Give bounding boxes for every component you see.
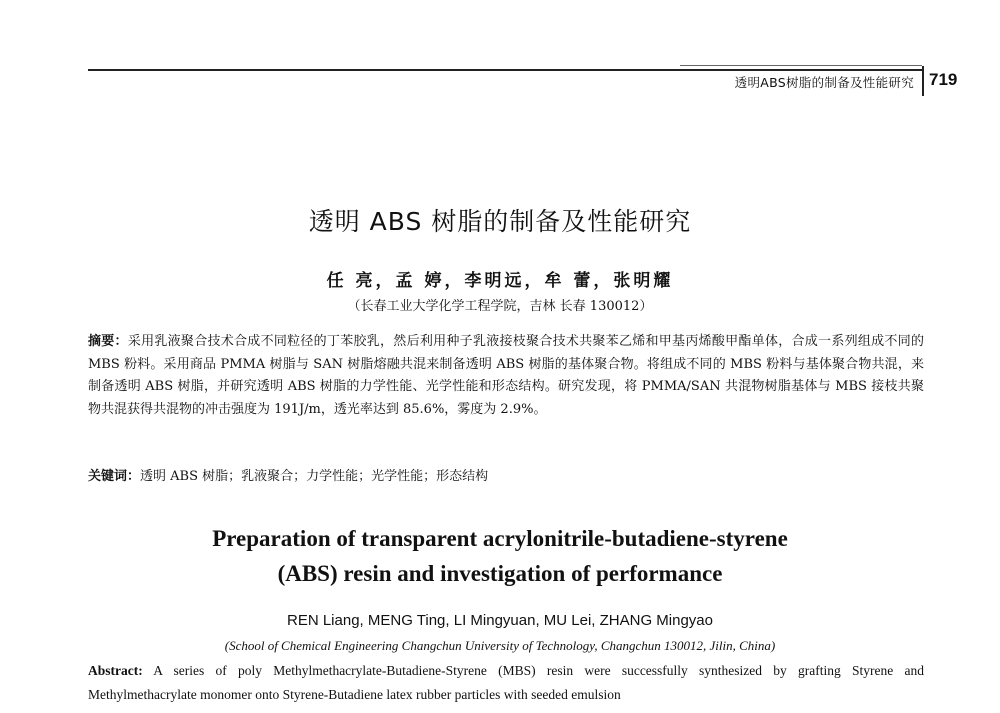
cn-abstract-label: 摘要： [88, 334, 128, 349]
en-title-line1: Preparation of transparent acrylonitrile-butadiene-styrene [212, 526, 788, 551]
en-authors: REN Liang, MENG Ting, LI Mingyuan, MU Lei, ZHANG Mingyao [287, 612, 713, 629]
header-rule [88, 69, 922, 71]
page-number: 719 [929, 70, 958, 89]
header-divider [922, 66, 924, 96]
en-abstract-text: A series of poly Methylmethacrylate-Butadiene-Styrene (MBS) resin were successfully synthesized by grafting Styrene and Methylmethacrylate monomer onto Styrene-Butadiene latex rubber particles with seeded emulsion [88, 663, 924, 702]
en-abstract [88, 659, 924, 706]
cn-abstract-text: 采用乳液聚合技术合成不同粒径的丁苯胶乳，然后利用种子乳液接枝聚合技术共聚苯乙烯和甲基丙烯酸甲酯单体，合成一系列组成不同的 MBS 粉料。采用商品 PMMA 树脂与 SAN 树脂熔融共混来制备透明 ABS 树脂的基体聚合物。将组成不同的 MBS 粉料与基体聚合物共混，来制备透明 ABS 树脂，并研究透明 ABS 树脂的力学性能、光学性能和形态结构。研究发现，将 PMMA/SAN 共混物树脂基体与 MBS 接枝共聚物共混获得共混物的冲击强度为 191J/m，透光率达到 85.6%，雾度为 2.9%。 [88, 334, 924, 417]
cn-keywords-label: 关键词： [88, 469, 141, 484]
en-title [0, 521, 1000, 591]
running-title: 透明ABS树脂的制备及性能研究 [734, 75, 914, 90]
cn-title: 透明 ABS 树脂的制备及性能研究 [308, 207, 692, 236]
cn-abstract [88, 331, 924, 421]
en-title-line2: (ABS) resin and investigation of performance [277, 561, 723, 586]
cn-authors: 任 亮，孟 婷，李明远，牟 蕾，张明耀 [326, 271, 674, 291]
header-rule-thin [680, 65, 922, 66]
en-abstract-label: Abstract: [88, 663, 143, 678]
en-affiliation: (School of Chemical Engineering Changchun University of Technology, Changchun 130012, Jilin, China) [224, 638, 776, 653]
cn-affiliation: （长春工业大学化学工程学院，吉林 长春 130012） [347, 299, 653, 314]
cn-keywords-text: 透明 ABS 树脂；乳液聚合；力学性能；光学性能；形态结构 [140, 469, 489, 484]
cn-keywords [88, 465, 924, 484]
